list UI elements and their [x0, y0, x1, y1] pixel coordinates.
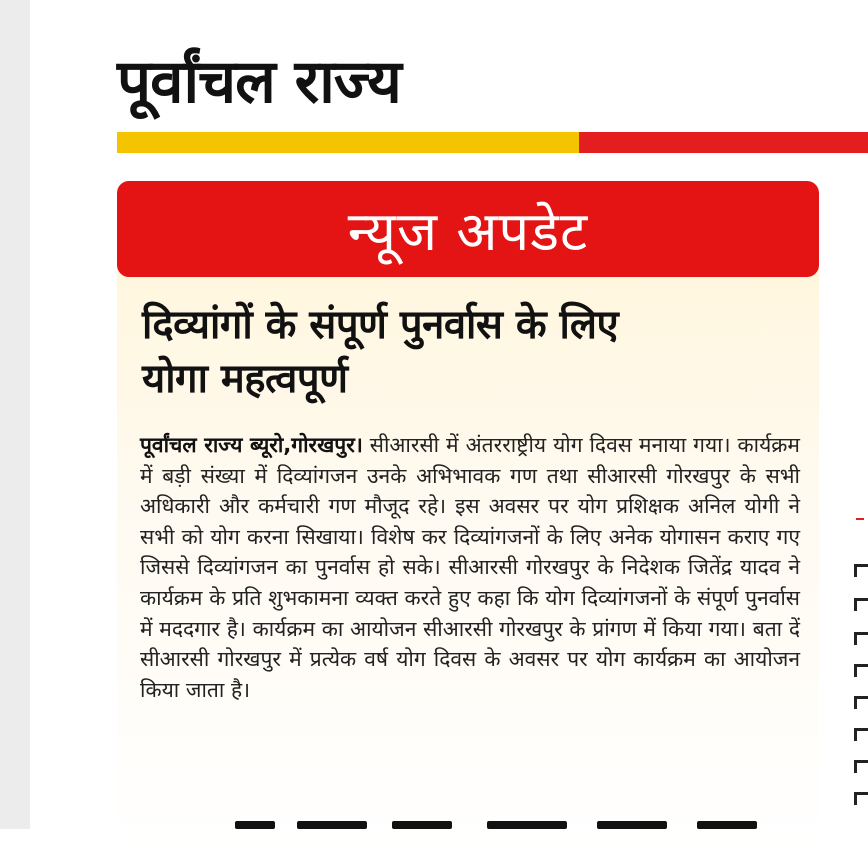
article-dateline: पूर्वांचल राज्य ब्यूरो,गोरखपुर।: [140, 433, 363, 457]
article-headline: [142, 298, 802, 406]
column-glyph-fragment: [854, 792, 868, 805]
column-glyph-fragment: [854, 564, 868, 577]
headline-fragment-mark: [235, 821, 275, 829]
headline-fragment-mark: [297, 821, 367, 829]
column-glyph-fragment: [854, 728, 868, 741]
masthead-rule-yellow: [117, 132, 579, 153]
news-update-banner: [117, 181, 819, 277]
masthead-rule-red: [579, 132, 868, 153]
column-glyph-fragment: [854, 760, 868, 773]
article-body-text: सीआरसी में अंतरराष्ट्रीय योग दिवस मनाया गया। कार्यक्रम में बड़ी संख्या में दिव्यांगजन उनके अभिभावक गण तथा सीआरसी गोरखपुर के सभी अधिकारी और कर्मचारी गण मौजूद रहे। इस अवसर पर योग प्रशिक्षक अनिल योगी ने सभी को योग करना सिखाया। विशेष कर दिव्यांगजनों के लिए अनेक योगासन कराए गए जिससे दिव्यांगजन का पुनर्वास हो सके। सीआरसी गोरखपुर के निदेशक जितेंद्र यादव ने कार्यक्रम के प्रति शुभकामना व्यक्त करते हुए कहा कि योग दिव्यांगजनों के संपूर्ण पुनर्वास में मददगार है। कार्यक्रम का आयोजन सीआरसी गोरखपुर के प्रांगण में किया गया। बता दें सीआरसी गोरखपुर में प्रत्येक वर्ष योग दिवस के अवसर पर योग कार्यक्रम का आयोजन किया जाता है।: [140, 433, 800, 702]
column-dash: [856, 518, 864, 520]
headline-line-2: योगा महत्वपूर्ण: [142, 356, 348, 402]
page-left-margin: [0, 0, 30, 829]
headline-fragment-mark: [597, 821, 667, 829]
headline-fragment-mark: [487, 821, 567, 829]
headline-fragment-mark: [697, 821, 757, 829]
column-glyph-fragment: [854, 696, 868, 709]
headline-fragment-mark: [392, 821, 452, 829]
next-article-headline-fragment: [117, 815, 819, 829]
article-body: [140, 430, 800, 705]
newspaper-masthead: पूर्वांचल राज्य: [117, 47, 401, 117]
column-glyph-fragment: [854, 664, 868, 677]
adjacent-column-fragment: [852, 518, 868, 829]
column-glyph-fragment: [854, 598, 868, 611]
column-glyph-fragment: [854, 632, 868, 645]
headline-line-1: दिव्यांगों के संपूर्ण पुनर्वास के लिए: [142, 302, 619, 348]
banner-label: न्यूज अपडेट: [347, 200, 589, 263]
